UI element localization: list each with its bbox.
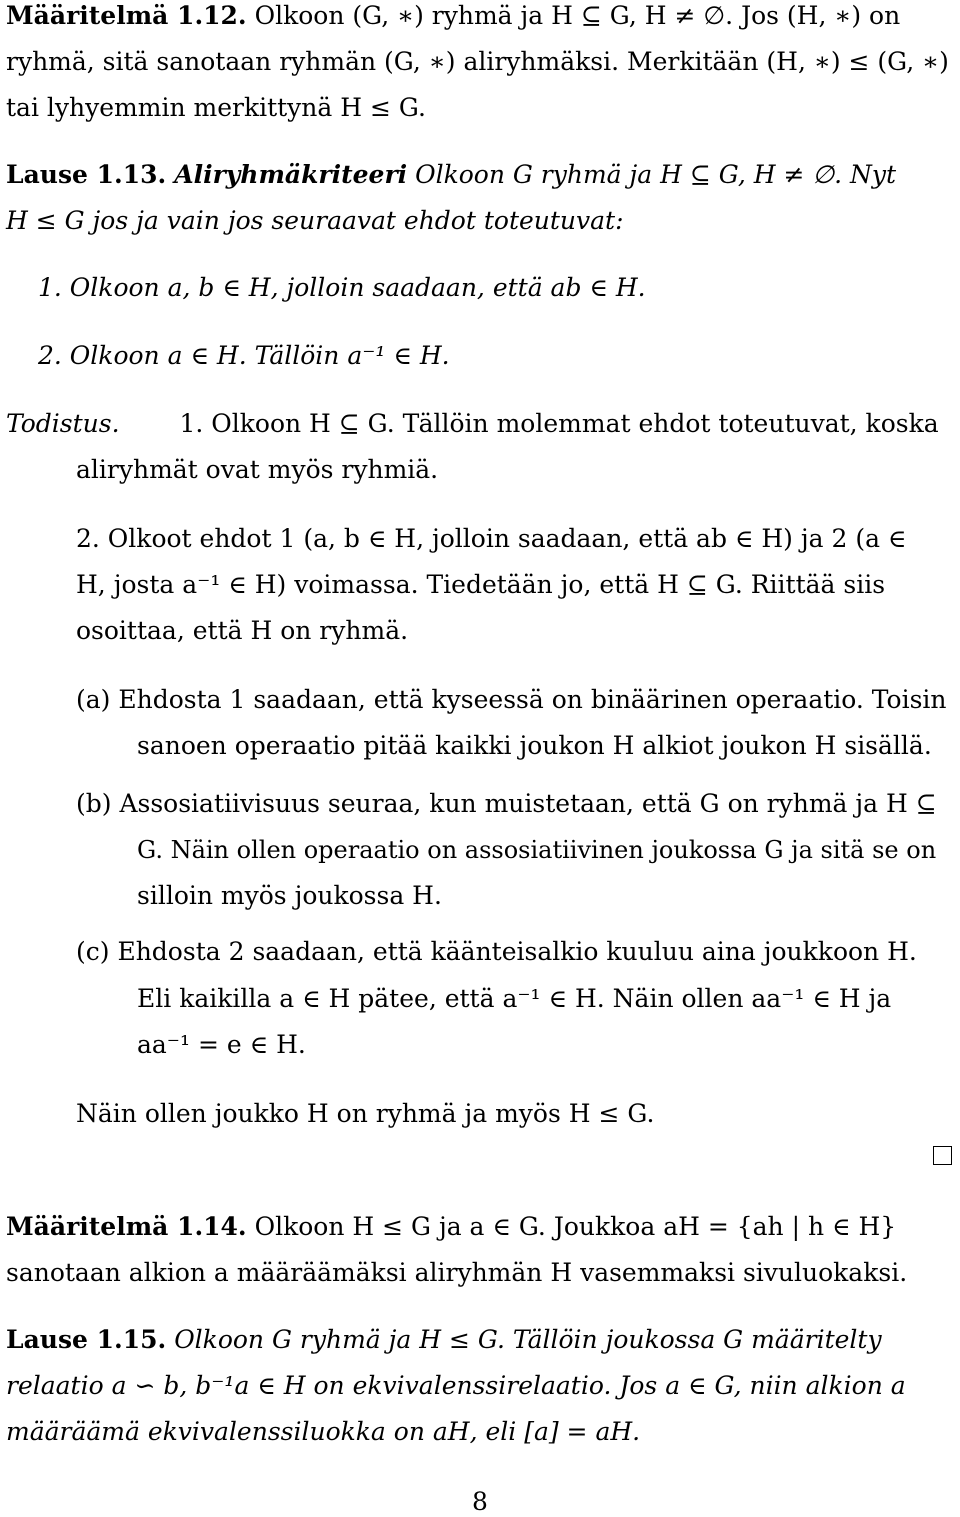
- theorem-1-15-line-3: määräämä ekvivalenssiluokka on aH, eli [a] = aH.: [6, 1417, 641, 1446]
- proof-step-2-line-1: 2. Olkoot ehdot 1 (a, b ∈ H, jolloin saadaan, että ab ∈ H) ja 2 (a ∈: [76, 524, 907, 553]
- proof-item-a-line-1: (a) Ehdosta 1 saadaan, että kyseessä on binäärinen operaatio. Toisin: [76, 685, 947, 714]
- theorem-1-13-line-1: [6, 160, 896, 190]
- proof-step-2-line-3: osoittaa, että H on ryhmä.: [76, 616, 409, 645]
- proof-item-c-line-1: (c) Ehdosta 2 saadaan, että käänteisalkio kuuluu aina joukkoon H.: [76, 937, 917, 966]
- theorem-1-13-item-1: 1. Olkoon a, b ∈ H, jolloin saadaan, että ab ∈ H.: [38, 273, 646, 302]
- proof-conclusion: Näin ollen joukko H on ryhmä ja myös H ≤ G.: [76, 1099, 655, 1128]
- theorem-1-13-item-2: 2. Olkoon a ∈ H. Tällöin a⁻¹ ∈ H.: [38, 341, 450, 370]
- theorem-1-13-text-1: Olkoon G ryhmä ja H ⊆ G, H ≠ ∅. Nyt: [415, 160, 897, 189]
- definition-1-12-line-2: ryhmä, sitä sanotaan ryhmän (G, ∗) aliryhmäksi. Merkitään (H, ∗) ≤ (G, ∗): [6, 47, 949, 76]
- proof-label: Todistus.: [6, 409, 120, 438]
- proof-step-1-line-2: aliryhmät ovat myös ryhmiä.: [76, 455, 439, 484]
- proof-step-2-line-2: H, josta a⁻¹ ∈ H) voimassa. Tiedetään jo, että H ⊆ G. Riittää siis: [76, 570, 886, 599]
- theorem-1-15-line-1: [6, 1325, 882, 1355]
- theorem-1-15-line-2: relaatio a ∽ b, b⁻¹a ∈ H on ekvivalenssirelaatio. Jos a ∈ G, niin alkion a: [6, 1371, 906, 1400]
- theorem-1-13-line-2: H ≤ G jos ja vain jos seuraavat ehdot toteutuvat:: [6, 206, 624, 235]
- definition-1-14-label: Määritelmä 1.14.: [6, 1212, 247, 1241]
- proof-item-b-line-3: silloin myös joukossa H.: [137, 881, 442, 910]
- page-number: 8: [472, 1487, 488, 1516]
- theorem-1-15-text-1: Olkoon G ryhmä ja H ≤ G. Tällöin joukossa G määritelty: [174, 1325, 882, 1354]
- proof-line-1: [6, 409, 939, 439]
- theorem-1-13-label: Lause 1.13.: [6, 160, 167, 189]
- definition-1-12-label: Määritelmä 1.12.: [6, 1, 247, 30]
- proof-item-c-line-3: aa⁻¹ = e ∈ H.: [137, 1030, 306, 1059]
- proof-item-b-line-1: (b) Assosiatiivisuus seuraa, kun muistetaan, että G on ryhmä ja H ⊆: [76, 789, 937, 818]
- definition-1-12-text-1: Olkoon (G, ∗) ryhmä ja H ⊆ G, H ≠ ∅. Jos (H, ∗) on: [254, 1, 901, 30]
- definition-1-14-line-2: sanotaan alkion a määräämäksi aliryhmän H vasemmaksi sivuluokaksi.: [6, 1258, 908, 1287]
- theorem-1-15-label: Lause 1.15.: [6, 1325, 167, 1354]
- proof-item-b-line-2: G. Näin ollen operaatio on assosiatiivinen joukossa G ja sitä se on: [137, 836, 937, 864]
- proof-item-c-line-2: Eli kaikilla a ∈ H pätee, että a⁻¹ ∈ H. Näin ollen aa⁻¹ ∈ H ja: [137, 984, 892, 1013]
- definition-1-12-line-3: tai lyhyemmin merkittynä H ≤ G.: [6, 93, 426, 122]
- definition-1-12-line-1: [6, 1, 900, 31]
- definition-1-14-text-1: Olkoon H ≤ G ja a ∈ G. Joukkoa aH = {ah | h ∈ H}: [254, 1212, 897, 1241]
- proof-step-1-text: 1. Olkoon H ⊆ G. Tällöin molemmat ehdot toteutuvat, koska: [179, 409, 939, 438]
- qed-square-icon: [933, 1146, 952, 1165]
- definition-1-14-line-1: [6, 1212, 896, 1242]
- proof-item-a-line-2: sanoen operaatio pitää kaikki joukon H alkiot joukon H sisällä.: [137, 731, 932, 760]
- theorem-1-13-title: Aliryhmäkriteeri: [174, 160, 408, 189]
